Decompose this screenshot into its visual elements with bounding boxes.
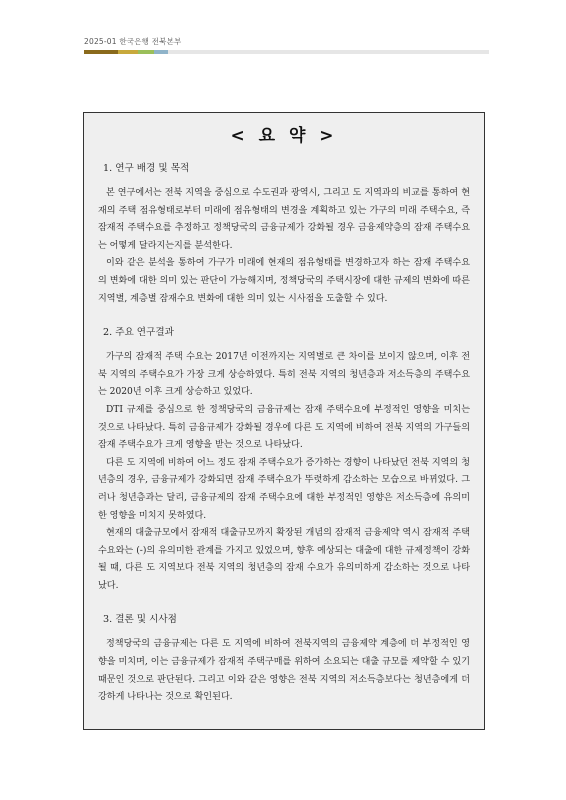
running-header: 2025-01 한국은행 전북본부 xyxy=(84,37,182,46)
summary-title: < 요 약 > xyxy=(230,126,338,146)
header-bar-segment xyxy=(154,50,168,54)
paragraph: DTI 규제를 중심으로 한 정책당국의 금융규제는 잠재 주택수요에 부정적인 영향을 미치는 것으로 나타났다. 특히 금융규제가 강화될 경우에 다른 도 지역에 비하여 전북 지역의 가구들의 잠재 주택수요가 크게 영향을 받는 것으로 나타났다. xyxy=(98,404,470,451)
section-heading: 1. 연구 배경 및 목적 xyxy=(103,163,190,174)
paragraph: 다른 도 지역에 비하여 어느 정도 잠재 주택수요가 증가하는 경향이 나타났던 전북 지역의 청년층의 경우, 금융규제가 강화되면 잠재 주택수요가 뚜렷하게 감소하는 모습으로 바뀌었다. 그러나 청년층과는 달리, 금융규제의 잠재 주택수요에 대한 부정적인 영향은 저소득층에 유의미한 영향을 미치지 못하였다. xyxy=(98,457,470,521)
header-bar-segment xyxy=(84,50,118,54)
header-color-bar xyxy=(84,50,489,54)
paragraph: 본 연구에서는 전북 지역을 중심으로 수도권과 광역시, 그리고 도 지역과의 비교를 통하여 현재의 주택 점유형태로부터 미래에 점유형태의 변경을 계획하고 있는 가구의 미래 주택수요, 즉 잠재적 주택수요를 추정하고 정책당국의 금융규제가 강화될 경우 금융제약층의 잠재 주택수요는 어떻게 달라지는지를 분석한다. xyxy=(98,188,470,251)
section-heading: 3. 결론 및 시사점 xyxy=(103,614,177,626)
summary-box xyxy=(83,112,485,730)
header-bar-segment xyxy=(168,50,489,54)
header-bar-segment xyxy=(138,50,154,54)
paragraph: 가구의 잠재적 주택 수요는 2017년 이전까지는 지역별로 큰 차이를 보이지 않으며, 이후 전북 지역의 주택수요가 가장 크게 상승하였다. 특히 전북 지역의 청년층과 저소득층의 주택수요는 2020년 이후 크게 상승하고 있었다. xyxy=(98,352,470,398)
section-heading: 2. 주요 연구결과 xyxy=(103,327,174,339)
paragraph: 정책당국의 금융규제는 다른 도 지역에 비하여 전북지역의 금융제약 계층에 더 부정적인 영향을 미치며, 이는 금융규제가 잠재적 주택구매를 위하여 소요되는 대출 규모를 제약할 수 있기 때문인 것으로 판단된다. 그리고 이와 같은 영향은 전북 지역의 저소득층보다는 청년층에게 더 강하게 나타나는 것으로 확인된다. xyxy=(98,639,470,703)
paragraph: 이와 같은 분석을 통하여 가구가 미래에 현재의 점유형태를 변경하고자 하는 잠재 주택수요의 변화에 대한 의미 있는 판단이 가능해지며, 정책당국의 주택시장에 대한 규제의 변화에 따른 지역별, 계층별 잠재수요 변화에 대한 의미 있는 시사점을 도출할 수 있다. xyxy=(98,258,470,304)
header-bar-segment xyxy=(118,50,138,54)
paragraph: 현재의 대출규모에서 잠재적 대출규모까지 확장된 개념의 잠재적 금융제약 역시 잠재적 주택수요와는 (-)의 유의미한 관계를 가지고 있었으며, 향후 예상되는 대출에 대한 규제정책이 강화될 때, 다른 도 지역보다 전북 지역의 청년층의 잠재 수요가 유의미하게 감소하는 것으로 나타났다. xyxy=(98,528,470,591)
